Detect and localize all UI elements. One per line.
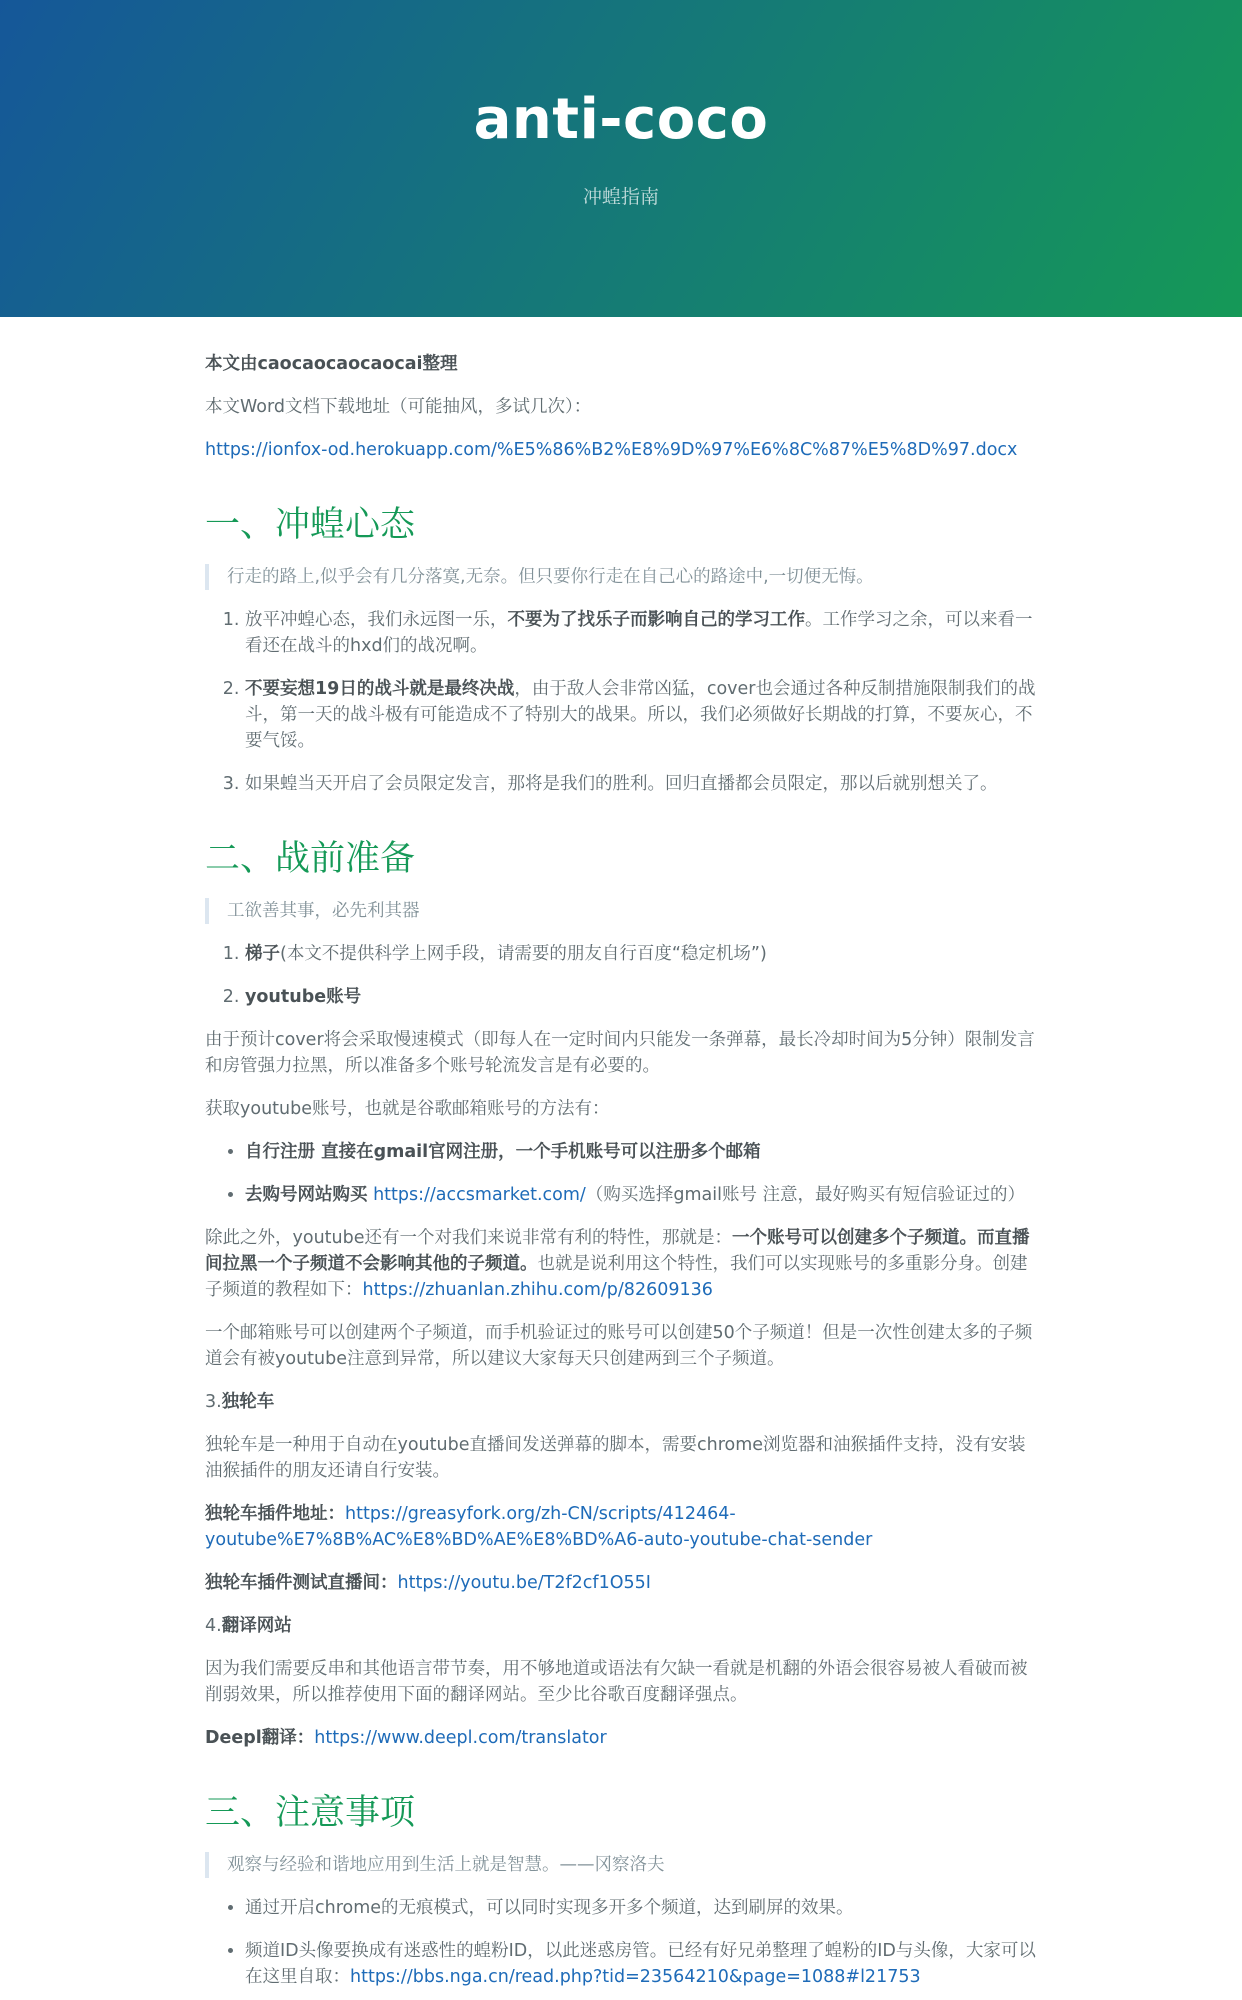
zhihu-link[interactable]: https://zhuanlan.zhihu.com/p/82609136: [362, 1280, 713, 1300]
download-link[interactable]: https://ionfox-od.herokuapp.com/%E5%86%B2%E8%9D%97%E6%8C%87%E5%8D%97.docx: [205, 440, 1018, 460]
quote-mindset: 行走的路上,似乎会有几分落寞,无奈。但只要你行走在自己心的路途中,一切便无悔。: [205, 564, 1037, 590]
list-item: 1. 梯子(本文不提供科学上网手段，请需要的朋友自行百度“稳定机场”): [245, 941, 1037, 967]
account-methods-intro: 获取youtube账号，也就是谷歌邮箱账号的方法有：: [205, 1099, 610, 1119]
plugin-link[interactable]: https://greasyfork.org/zh-CN/scripts/412464- youtube%E7%8B%AC%E8%BD%AE%E8%BD%A6-auto-youtube-chat-sender: [205, 1504, 873, 1550]
mindset-list: [205, 607, 1037, 797]
section-heading-preparation: 二、战前准备: [205, 839, 416, 879]
list-item: • 频道ID头像要换成有迷惑性的蝗粉ID，以此迷惑房管。已经有好兄弟整理了蝗粉的ID与头像，大家可以在这里自取：https://bbs.nga.cn/read.php?tid=23564210&page=1088#l21753: [245, 1938, 1037, 1990]
quote-preparation: 工欲善其事，必先利其器: [205, 898, 1037, 924]
author-line: [205, 351, 1037, 377]
test-room-paragraph: 独轮车插件测试直播间：https://youtu.be/T2f2cf1O55I: [205, 1573, 651, 1593]
list-item: 2. 不要妄想19日的战斗就是最终决战，由于敌人会非常凶猛，cover也会通过各种反制措施限制我们的战斗，第一天的战斗极有可能造成不了特别大的战果。所以，我们必须做好长期战的打算，不要灰心，不要气馁。: [245, 676, 1037, 754]
slow-mode-paragraph: 由于预计cover将会采取慢速模式（即每人在一定时间内只能发一条弹幕，最长冷却时间为5分钟）限制发言和房管强力拉黑，所以准备多个账号轮流发言是有必要的。: [205, 1030, 1035, 1076]
plugin-paragraph: 独轮车插件地址：https://greasyfork.org/zh-CN/scripts/412464- youtube%E7%8B%AC%E8%BD%AE%E8%BD%A6-auto-youtube-chat-sender: [205, 1504, 873, 1550]
subheading-unicycle: 3.独轮车: [205, 1392, 275, 1412]
list-item: • 自行注册 直接在gmail官网注册，一个手机账号可以注册多个邮箱: [245, 1139, 1037, 1165]
section-heading-mindset: 一、冲蝗心态: [205, 505, 416, 545]
notes-list: [205, 1895, 1037, 1990]
section-heading-notes: 三、注意事项: [205, 1793, 416, 1833]
account-methods-list: [205, 1139, 1037, 1208]
unicycle-description: 独轮车是一种用于自动在youtube直播间发送弹幕的脚本，需要chrome浏览器和油猴插件支持，没有安装油猴插件的朋友还请自行安装。: [205, 1435, 1026, 1481]
download-paragraph: [205, 437, 1037, 463]
subchannel-limit-paragraph: 一个邮箱账号可以创建两个子频道，而手机验证过的账号可以创建50个子频道！但是一次性创建太多的子频道会有被youtube注意到异常，所以建议大家每天只创建两到三个子频道。: [205, 1323, 1033, 1369]
page-title: anti-coco: [473, 87, 769, 152]
quote-notes: 观察与经验和谐地应用到生活上就是智慧。——冈察洛夫: [205, 1852, 1037, 1878]
test-room-link[interactable]: https://youtu.be/T2f2cf1O55I: [397, 1573, 651, 1593]
preparation-list: [205, 941, 1037, 1010]
nga-link[interactable]: https://bbs.nga.cn/read.php?tid=23564210&page=1088#l21753: [350, 1967, 921, 1987]
author-text: 本文由caocaocaocaocai整理: [205, 354, 458, 374]
main-content: [205, 317, 1037, 1990]
deepl-paragraph: Deepl翻译：https://www.deepl.com/translator: [205, 1728, 607, 1748]
translation-description: 因为我们需要反串和其他语言带节奏，用不够地道或语法有欠缺一看就是机翻的外语会很容易被人看破而被削弱效果，所以推荐使用下面的翻译网站。至少比谷歌百度翻译强点。: [205, 1659, 1028, 1705]
list-item: 3. 如果蝗当天开启了会员限定发言，那将是我们的胜利。回归直播都会员限定，那以后就别想关了。: [245, 771, 1037, 797]
page-header: [0, 0, 1242, 317]
download-text: 本文Word文档下载地址（可能抽风，多试几次）：: [205, 397, 592, 417]
list-item: • 去购号网站购买 https://accsmarket.com/（购买选择gmail账号 注意，最好购买有短信验证过的）: [245, 1182, 1037, 1208]
list-item: • 通过开启chrome的无痕模式，可以同时实现多开多个频道，达到刷屏的效果。: [245, 1895, 1037, 1921]
list-item: 1. 放平冲蝗心态，我们永远图一乐，不要为了找乐子而影响自己的学习工作。工作学习之余，可以来看一看还在战斗的hxd们的战况啊。: [245, 607, 1037, 659]
deepl-link[interactable]: https://www.deepl.com/translator: [314, 1728, 607, 1748]
list-item: 2. youtube账号: [245, 984, 1037, 1010]
subchannel-paragraph: 除此之外，youtube还有一个对我们来说非常有利的特性，那就是：一个账号可以创建多个子频道。而直播间拉黑一个子频道不会影响其他的子频道。也就是说利用这个特性，我们可以实现账号的多重影分身。创建子频道的教程如下：https://zhuanlan.zhihu.com/p/82609136: [205, 1228, 1030, 1300]
page-tagline: 冲蝗指南: [582, 186, 659, 208]
accsmarket-link[interactable]: https://accsmarket.com/: [373, 1185, 586, 1205]
subheading-translation: 4.翻译网站: [205, 1616, 292, 1636]
